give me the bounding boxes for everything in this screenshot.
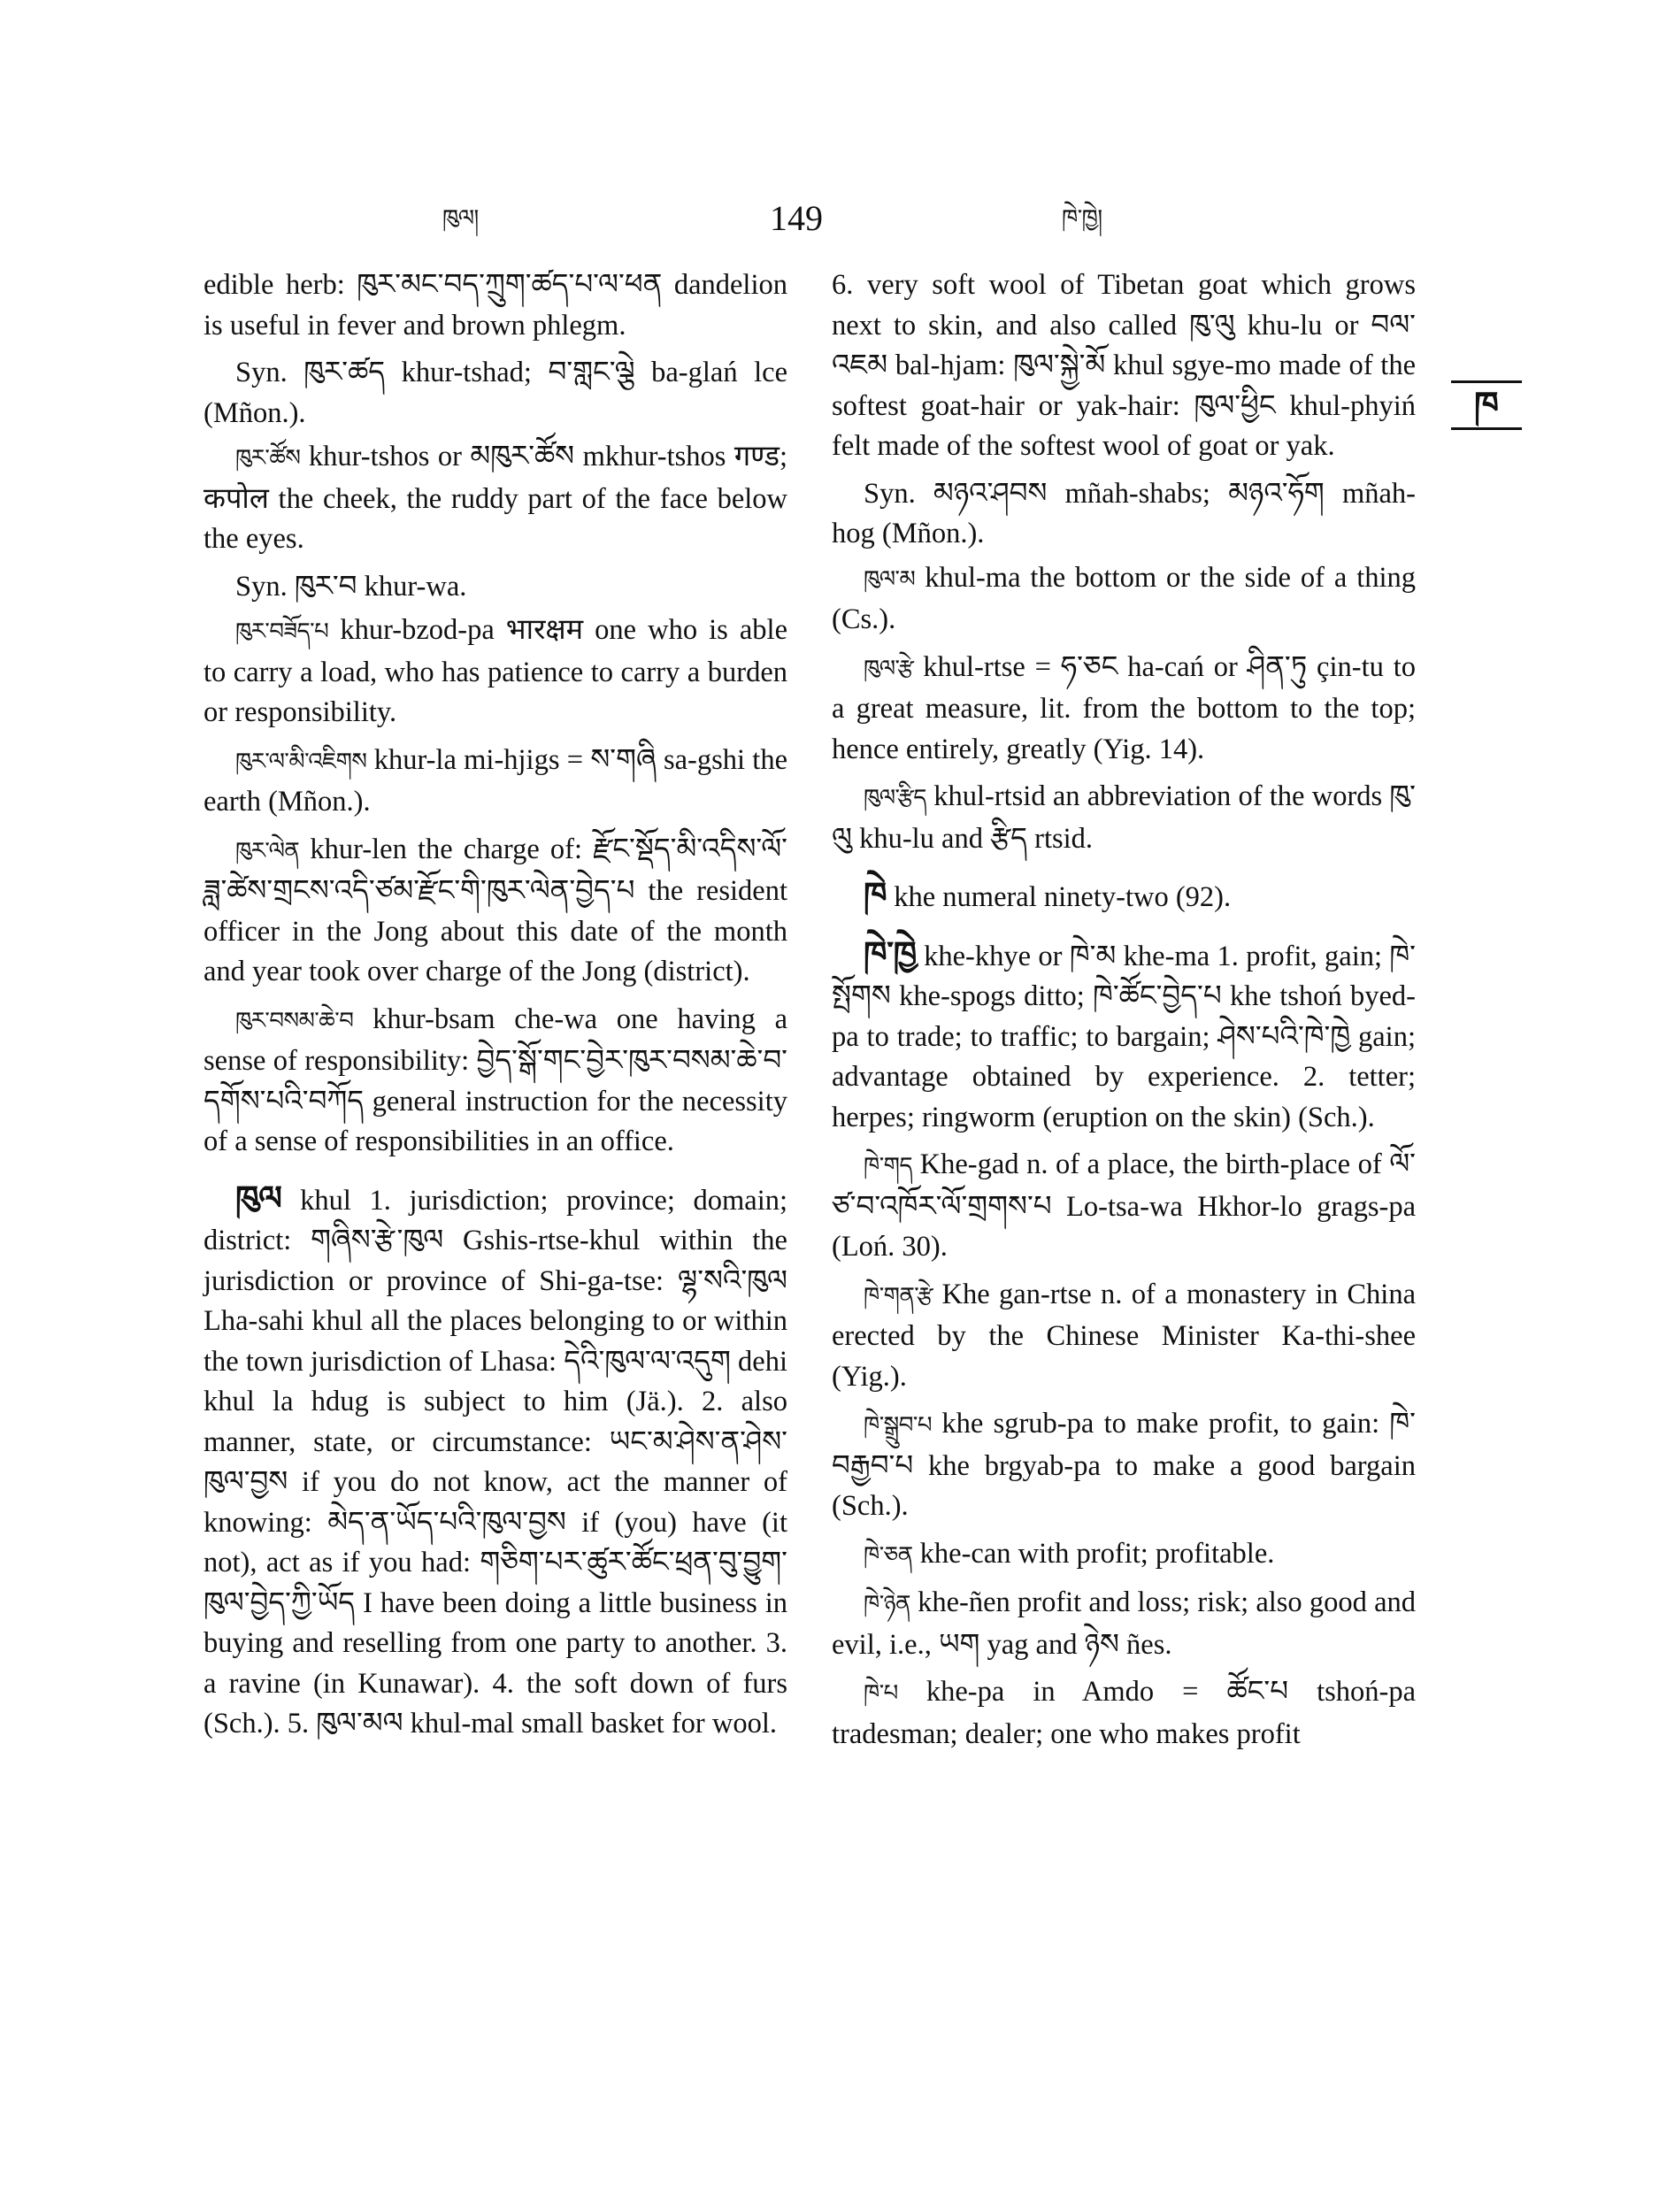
dictionary-entry-main: ཁེ khe numeral ninety-two (92). (864, 875, 1232, 914)
dictionary-entry: ཁེ་པ khe-pa in Amdo = ཚོང་པ tshoń-pa tradesman; dealer; one who makes profit (832, 1676, 1417, 1750)
dictionary-entry: ཁུར་བསམ་ཆེ་བ khur-bsam che-wa one having a sense of responsibility: བྱེད་སྒོ་གང་བྱེར་ཁུར་བསམ་ཆེ་བ་དགོས་པའི་བཀོད general instruction for the necessity of a sense of responsibilities in an office. (204, 1002, 787, 1157)
dictionary-entry: ཁུར་ལེན khur-len the charge of: རྫོང་སྡོད་མི་འདིས་ལོ་ཟླ་ཚེས་གྲངས་འདི་ཙམ་རྫོང་གི་ཁུར་ལེན་བྱེད་པ the resident officer in the Jong about this date of the month and year took over charge of the Jong (district). (204, 833, 787, 987)
dictionary-entry: ཁེ་གན་རྩེ Khe gan-rtse n. of a monastery in China erected by the Chinese Minister Ka-thi-shee (Yig.). (832, 1278, 1416, 1393)
main-headword: ཁུལ (235, 1178, 282, 1217)
dictionary-entry: edible herb: ཁུར་མང་བད་ཀྲུག་ཚད་པ་ལ་ཕན dandelion is useful in fever and brown phlegm. (204, 269, 787, 342)
headword: ཁུར་ལེན (235, 837, 300, 864)
dictionary-entry: ཁེ་ཅན khe-can with profit; profitable. (864, 1537, 1275, 1570)
headword: ཁུར་ལ་མི་འཇིགས (235, 748, 367, 775)
page-number: 149 (770, 198, 823, 238)
right-column (832, 265, 1416, 1762)
left-column (204, 265, 787, 1752)
headword: ཁུལ་རྩིད (864, 785, 926, 811)
headword: ཁུལ་རྩེ (864, 655, 914, 682)
dictionary-entry: ཁུར་ལ་མི་འཇིགས khur-la mi-hjigs = ས་གཞི sa-gshi the earth (Mñon.). (204, 743, 788, 818)
header-right-headword: ཁེ་ཁྱེ། (1062, 205, 1102, 232)
dictionary-entry-main: ཁེ་ཁྱེ khe-khye or ཁེ་མ khe-ma 1. profit, gain; ཁེ་སྤོགས khe-spogs ditto; ཁེ་ཚོང་བྱེད་པ khe tshoń byed-pa to trade; to traffic; to bargain; ཤེས་པའི་ཁེ་ཁྱེ gain; advantage obtained by experience. 2. tetter; herpes; ringworm (eruption on the skin) (Sch.). (832, 933, 1416, 1133)
dictionary-entry: ཁུལ་རྩིད khul-rtsid an abbreviation of the words ཁུ་ལུ khu-lu and རྩིད rtsid. (832, 780, 1416, 855)
headword: ཁེ་གན་རྩེ (864, 1282, 933, 1310)
dictionary-entry: Syn. ཁུར་ཚད khur-tshad; བ་གླང་ལྕེ ba-glań lce (Mñon.). (204, 357, 787, 429)
dictionary-entry: 6. very soft wool of Tibetan goat which grows next to skin, and also called ཁུ་ལུ khu-lu or བལ་འཇམ bal-hjam: ཁུལ་སྐྱེ་མོ khul sgye-mo made of the softest goat-hair or yak-hair: ཁུལ་ཕྱིང khul-phyiń felt made of the softest wool of goat or yak. (832, 269, 1416, 462)
dictionary-entry: ཁུལ་རྩེ khul-rtse = ཧ་ཅང ha-cań or ཤིན་ཏུ çin-tu to a great measure, lit. from the bottom to the top; hence entirely, greatly (Yig. 14). (832, 650, 1416, 765)
headword: ཁུར་བཟོད་པ (235, 618, 329, 645)
headword: ཁེ་པ (864, 1680, 898, 1707)
dictionary-entry: Syn. མཉའ་ཤབས mñah-shabs; མཉའ་ཧོག mñah-hog (Mñon.). (832, 477, 1416, 549)
headword: ཁུར་ཚོས (235, 445, 301, 472)
headword: ཁེ་སྒྲུབ་པ (864, 1412, 933, 1439)
main-headword: ཁེ་ཁྱེ (864, 933, 917, 973)
headword: ཁེ་གད (864, 1153, 913, 1179)
dictionary-entry: ཁུར་ཚོས khur-tshos or མཁུར་ཚོས mkhur-tshos गण्ड; कपोल the cheek, the ruddy part of the face below the eyes. (204, 441, 788, 555)
headword: ཁེ་ཉེན (864, 1591, 910, 1617)
headword: ཁུར་བསམ་ཆེ་བ (235, 1007, 354, 1034)
dictionary-entry: Syn. ཁུར་བ khur-wa. (235, 570, 467, 603)
main-headword: ཁེ (864, 875, 887, 914)
headword: ཁེ་ཅན (864, 1541, 913, 1569)
dictionary-entry: ཁུར་བཟོད་པ khur-bzod-pa भारक्षम one who is able to carry a load, who has patience to carry a burden or responsibility. (204, 614, 788, 728)
headword: ཁུལ་མ (864, 565, 916, 593)
dictionary-entry: ཁུལ་མ khul-ma the bottom or the side of a thing (Cs.). (832, 561, 1417, 635)
dictionary-entry: ཁེ་སྒྲུབ་པ khe sgrub-pa to make profit, to gain: ཁེ་བརྒྱབ་པ khe brgyab-pa to make a good bargain (Sch.). (832, 1408, 1416, 1522)
thumb-index-tab: ཁ (1451, 380, 1522, 430)
dictionary-entry-main: ཁུལ khul 1. jurisdiction; province; domain; district: གཞིས་རྩེ་ཁུལ Gshis-rtse-khul within the jurisdiction or province of Shi-ga-tse: ལྷ་སའི་ཁུལ Lha-sahi khul all the places belonging to or within the town jurisdiction of Lhasa: དེའི་ཁུལ་ལ་འདུག dehi khul la hdug is subject to him (Jä.). 2. also manner, state, or circumstance: ཡང་མ་ཤེས་ན་ཤེས་ཁུལ་བྱས if you do not know, act the manner of knowing: མེད་ན་ཡོད་པའི་ཁུལ་བྱས if (you) have (it not), act as if you had: གཅིག་པར་ཚུར་ཚོང་ཕྲན་བུ་བྱུག་ཁུལ་བྱེད་ཀྱི་ཡོད I have been doing a little business in buying and reselling from one party to another. 3. a ravine (in Kunawar). 4. the soft down of furs (Sch.). 5. ཁུལ་མལ khul-mal small basket for wool. (204, 1178, 787, 1740)
dictionary-entry: ཁེ་གད Khe-gad n. of a place, the birth-place of ལོ་ཙ་བ་འཁོར་ལོ་གྲགས་པ Lo-tsa-wa Hkhor-lo grags-pa (Loń. 30). (832, 1148, 1416, 1263)
header-left-headword: ཁུལ། (442, 205, 479, 232)
dictionary-entry: ཁེ་ཉེན khe-ñen profit and loss; risk; also good and evil, i.e., ཡག yag and ཉེས ñes. (832, 1586, 1416, 1661)
page-header (0, 196, 1659, 250)
